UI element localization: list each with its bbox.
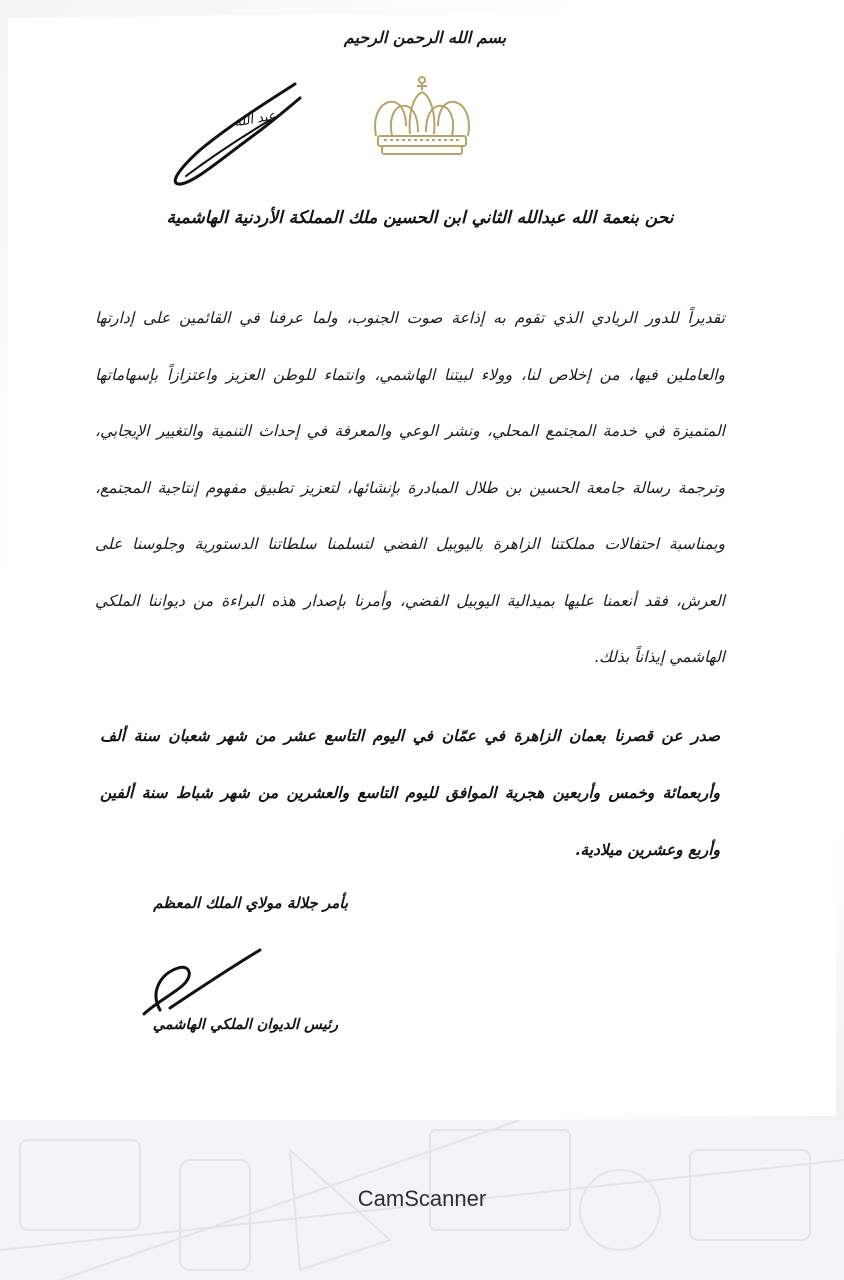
handwritten-signature: [160, 80, 310, 190]
basmala-heading: بسم الله الرحمن الرحيم: [343, 28, 507, 47]
scanner-footer: [0, 1120, 844, 1280]
royal-court-chief-title: رئيس الديوان الملكي الهاشمي: [152, 1016, 338, 1033]
royal-title-line: نحن بنعمة الله عبدالله الثاني ابن الحسين ملك المملكة الأردنية الهاشمية: [166, 208, 674, 228]
issued-date-paragraph: صدر عن قصرنا بعمان الزاهرة في عمّان في اليوم التاسع عشر من شهر شعبان سنة ألف وأربعمائة وخمس وأربعين هجرية الموافق لليوم التاسع والعشرين من شهر شباط سنة ألفين وأربع وعشرين ميلادية.: [100, 726, 720, 859]
camscanner-label: CamScanner: [357, 1186, 487, 1211]
margin-handwritten-note: عبد الله: [233, 108, 277, 131]
royal-command-line: بأمر جلالة مولاي الملك المعظم: [153, 894, 348, 912]
decree-body-paragraph: تقديراً للدور الريادي الذي تقوم به إذاعة صوت الجنوب، ولما عرفنا في القائمين على إدارتها والعاملين فيها، من إخلاص لنا، وولاء لبيتنا الهاشمي، وانتماء للوطن العزيز واعتزازاً بإسهاماتها المتميزة في خدمة المجتمع المحلي، ونشر الوعي والمعرفة في إحداث التنمية والتغيير الإيجابي، وترجمة رسالة جامعة الحسين بن طلال المبادرة بإنشائها، لتعزيز تطبيق مفهوم إنتاجية المجتمع، وبمناسبة احتفالات مملكتنا الزاهرة باليوبيل الفضي لتسلمنا سلطاتنا الدستورية وجلوسنا على العرش، فقد أنعمنا عليها بميدالية اليوبيل الفضي، وأمرنا بإصدار هذه البراءة من ديواننا الملكي الهاشمي إيذاناً بذلك.: [95, 309, 725, 666]
chief-signature: [130, 940, 270, 1020]
hashemite-crown-emblem: [362, 74, 482, 164]
